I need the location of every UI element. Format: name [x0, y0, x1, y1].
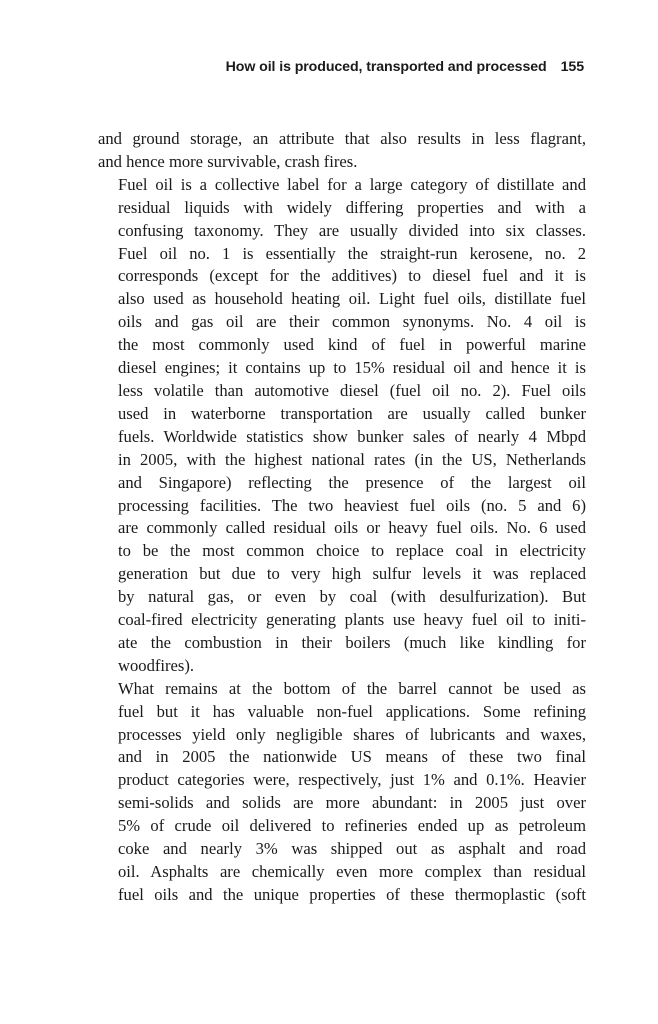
text-line: by natural gas, or even by coal (with desulfurization). But — [118, 587, 586, 607]
text-line: in 2005, with the highest national rates (in the US, Netherlands — [118, 449, 586, 469]
text-line: processing facilities. The two heaviest fuel oils (no. 5 and 6) — [118, 495, 586, 515]
text-line: oils and gas oil are their common synonyms. No. 4 oil is — [118, 312, 586, 332]
text-line: What remains at the bottom of the barrel cannot be used as — [118, 678, 586, 698]
text-line: less volatile than automotive diesel (fuel oil no. 2). Fuel oils — [118, 380, 586, 400]
text-line: the most commonly used kind of fuel in powerful marine — [118, 335, 586, 355]
paragraph — [98, 174, 586, 678]
paragraph — [98, 678, 586, 907]
text-line: oil. Asphalts are chemically even more complex than residual — [118, 862, 586, 881]
text-line: residual liquids with widely differing properties and with a — [118, 197, 586, 217]
paragraph — [98, 128, 586, 174]
text-line: and ground storage, an attribute that also results in less flagrant, — [98, 129, 586, 148]
text-line: and hence more survivable, crash fires. — [98, 151, 358, 171]
text-line: woodfires). — [118, 655, 195, 675]
text-line: coal-fired electricity generating plants use heavy fuel oil to initi- — [118, 610, 586, 630]
text-line: Fuel oil no. 1 is essentially the straight-run kerosene, no. 2 — [118, 243, 586, 263]
text-line: are commonly called residual oils or heavy fuel oils. No. 6 used — [118, 518, 586, 538]
text-line: corresponds (except for the additives) to diesel fuel and it is — [118, 266, 586, 286]
running-head — [226, 59, 584, 75]
body-text — [98, 128, 586, 907]
page-number: 155 — [560, 59, 584, 75]
text-line: generation but due to very high sulfur levels it was replaced — [118, 564, 586, 584]
text-line: confusing taxonomy. They are usually divided into six classes. — [118, 220, 586, 240]
text-line: semi-solids and solids are more abundant: in 2005 just over — [118, 793, 586, 813]
text-line: and in 2005 the nationwide US means of these two final — [118, 747, 586, 767]
text-line: diesel engines; it contains up to 15% residual oil and hence it is — [118, 358, 586, 378]
text-line: Fuel oil is a collective label for a large category of distillate and — [118, 174, 586, 194]
text-line: product categories were, respectively, just 1% and 0.1%. Heavier — [118, 770, 586, 790]
text-line: coke and nearly 3% was shipped out as asphalt and road — [118, 839, 586, 859]
text-line: also used as household heating oil. Light fuel oils, distillate fuel — [118, 289, 586, 309]
text-line: and Singapore) reflecting the presence of the largest oil — [118, 472, 586, 492]
text-line: fuels. Worldwide statistics show bunker sales of nearly 4 Mbpd — [118, 426, 586, 446]
chapter-title: How oil is produced, transported and processed — [225, 59, 547, 75]
text-line: ate the combustion in their boilers (much like kindling for — [118, 632, 586, 652]
text-line: fuel oils and the unique properties of these thermoplastic (soft — [118, 884, 586, 904]
text-line: to be the most common choice to replace coal in electricity — [118, 541, 586, 561]
text-line: used in waterborne transportation are usually called bunker — [118, 403, 586, 423]
text-line: 5% of crude oil delivered to refineries ended up as petroleum — [118, 816, 586, 836]
text-line: processes yield only negligible shares of lubricants and waxes, — [118, 724, 586, 744]
text-line: fuel but it has valuable non-fuel applications. Some refining — [118, 701, 586, 721]
